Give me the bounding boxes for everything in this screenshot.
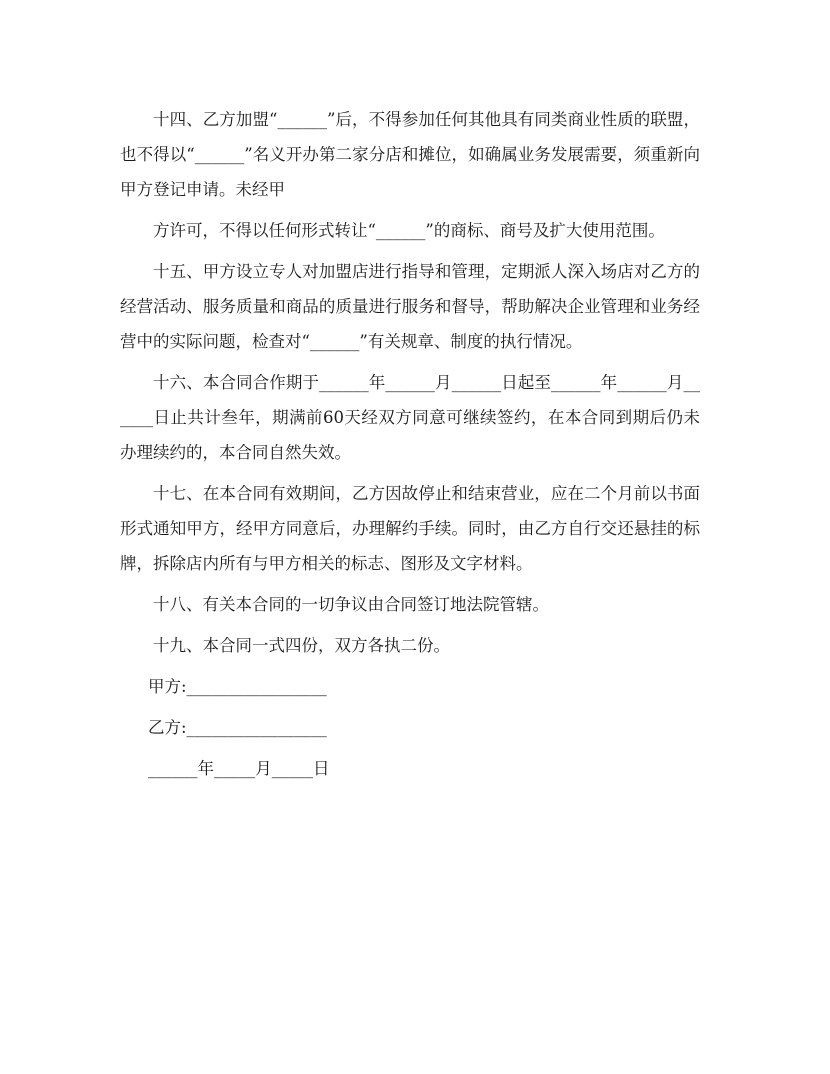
document-body — [120, 102, 700, 786]
party-a-signature: 甲方:_________________ — [148, 677, 327, 696]
signature-date: ______年_____月_____日 — [148, 759, 330, 778]
clause-16: 十六、本合同合作期于______年______月______日起至______年______月______日止共计叁年，期满前60天经双方同意可继续签约，在本合同到期后仍未办理续约的，本合同自然失效。 — [120, 373, 700, 462]
clause-15: 十五、甲方设立专人对加盟店进行指导和管理，定期派人深入场店对乙方的经营活动、服务质量和商品的质量进行服务和督导，帮助解决企业管理和业务经营中的实际问题，检查对“______”有关规章、制度的执行情况。 — [120, 262, 700, 351]
clause-14: 十四、乙方加盟“______”后，不得参加任何其他具有同类商业性质的联盟，也不得以“______”名义开办第二家分店和摊位，如确属业务发展需要，须重新向甲方登记申请。未经甲 — [120, 110, 700, 199]
clause-14-continued: 方许可，不得以任何形式转让“______”的商标、商号及扩大使用范围。 — [153, 221, 665, 240]
clause-17: 十七、在本合同有效期间，乙方因故停止和结束营业，应在二个月前以书面形式通知甲方，经甲方同意后，办理解约手续。同时，由乙方自行交还悬挂的标牌，拆除店内所有与甲方相关的标志、图形及文字材料。 — [120, 484, 700, 573]
clause-18: 十八、有关本合同的一切争议由合同签订地法院管辖。 — [153, 595, 549, 614]
clause-19: 十九、本合同一式四份，双方各执二份。 — [153, 636, 450, 655]
party-b-signature: 乙方:_________________ — [148, 718, 327, 737]
